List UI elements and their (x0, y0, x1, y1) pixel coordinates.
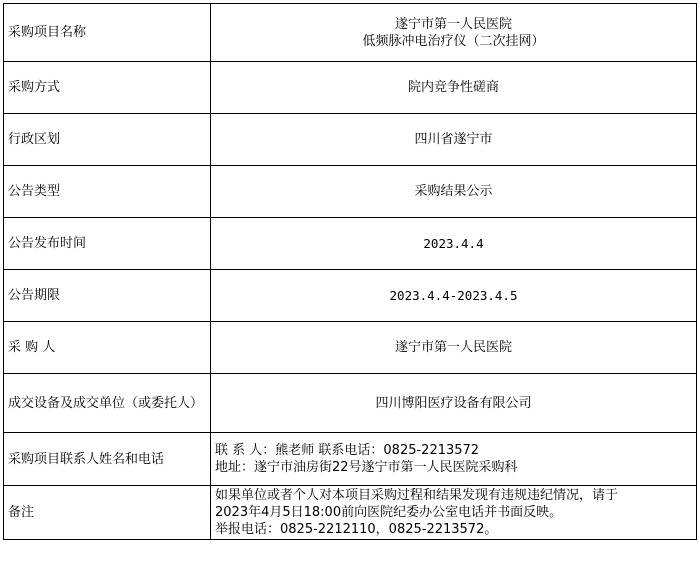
winning-unit-label: 成交设备及成交单位（或委托人） (4, 374, 211, 433)
publish-time-value: 2023.4.4 (211, 218, 697, 270)
remarks-label: 备注 (4, 486, 211, 540)
row-purchaser (4, 322, 697, 374)
row-admin-region (4, 114, 697, 166)
row-notice-type (4, 166, 697, 218)
remarks-value (211, 486, 697, 540)
purchaser-label: 采 购 人 (4, 322, 211, 374)
project-name-value (211, 4, 697, 62)
publish-time-label: 公告发布时间 (4, 218, 211, 270)
contact-person-phone: 联 系 人：熊老师 联系电话：0825-2213572 (215, 443, 480, 458)
contact-address: 地址：遂宁市油房街22号遂宁市第一人民医院采购科 (215, 460, 518, 475)
notice-type-value: 采购结果公示 (211, 166, 697, 218)
procurement-method-value: 院内竞争性磋商 (211, 62, 697, 114)
row-notice-period (4, 270, 697, 322)
admin-region-label: 行政区划 (4, 114, 211, 166)
row-winning-unit (4, 374, 697, 433)
project-name-line-1: 遂宁市第一人民医院 (394, 16, 512, 32)
remarks-line-1: 如果单位或者个人对本项目采购过程和结果发现有违规违纪情况，请于 (215, 488, 619, 503)
notice-type-label: 公告类型 (4, 166, 211, 218)
notice-period-label: 公告期限 (4, 270, 211, 322)
row-project-name (4, 4, 697, 62)
admin-region-value: 四川省遂宁市 (211, 114, 697, 166)
row-remarks (4, 486, 697, 540)
contact-label: 采购项目联系人姓名和电话 (4, 433, 211, 486)
purchaser-value: 遂宁市第一人民医院 (211, 322, 697, 374)
row-contact (4, 433, 697, 486)
remarks-line-3: 举报电话：0825-2212110，0825-2213572。 (215, 522, 498, 537)
procurement-result-table (3, 3, 697, 540)
notice-period-value: 2023.4.4-2023.4.5 (211, 270, 697, 322)
row-publish-time (4, 218, 697, 270)
project-name-line-2: 低频脉冲电治疗仪（二次挂网） (362, 33, 545, 49)
procurement-method-label: 采购方式 (4, 62, 211, 114)
winning-unit-value: 四川博阳医疗设备有限公司 (211, 374, 697, 433)
contact-value (211, 433, 697, 486)
project-name-label: 采购项目名称 (4, 4, 211, 62)
row-procurement-method (4, 62, 697, 114)
remarks-line-2: 2023年4月5日18:00前向医院纪委办公室电话并书面反映。 (215, 505, 563, 520)
